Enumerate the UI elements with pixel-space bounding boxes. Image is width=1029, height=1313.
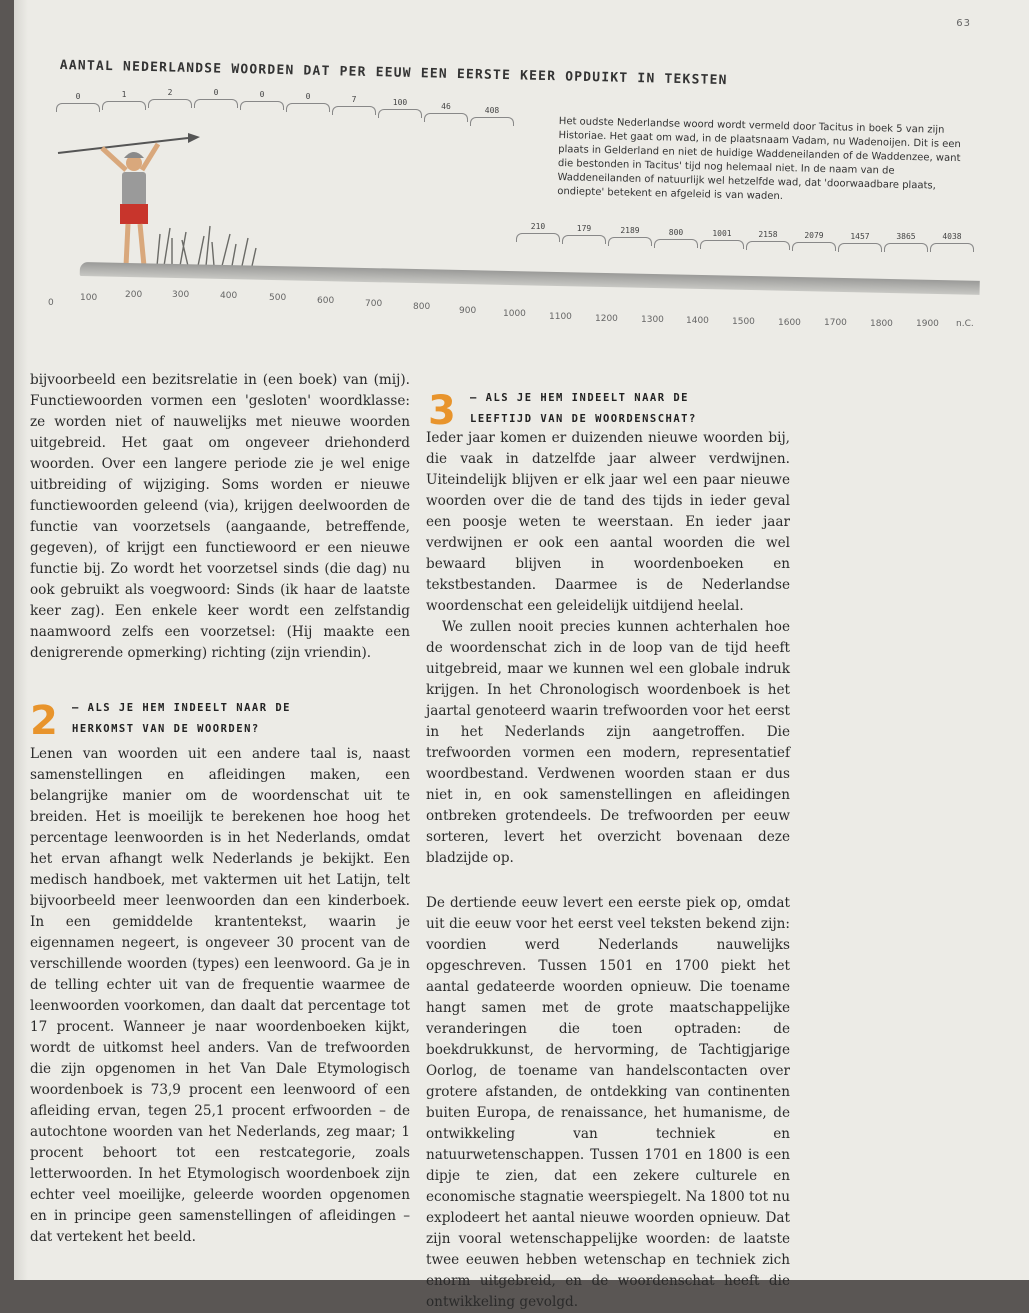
body-paragraph: De dertiende eeuw levert een eerste piek op, omdat uit die eeuw voor het eerst veel teksten bekend zijn: voordien werd Nederlands nauwelijks opgeschreven. Tussen 1501 en 1700 piekt het aantal gedateerde woorden opnieuw. Die toename hangt samen met de grote maatschappelijke veranderingen die toen optraden: de boekdrukkunst, de hervorming, de Tachtigjarige Oorlog, de toename van handelscontacten over grotere afstanden, de ontdekking van continenten buiten Europa, de renaissance, het humanisme, de ontwikkeling van techniek en natuurwetenschappen. Tussen 1701 en 1800 is een dipje te zien, dat een zekere culturele en economische stagnatie weerspiegelt. Na 1800 tot nu explodeert het aantal nieuwe woorden opnieuw. Dat zijn vooral wetenschappelijke woorden: de laatste twee eeuwen hebben wetenschap en techniek zich enorm uitgebreid, en de woordenschat heeft die ontwikkeling gevolgd. <box>426 895 790 1310</box>
axis-tick-label: 1700 <box>824 318 847 328</box>
left-column-top <box>30 370 410 664</box>
axis-tick-label: 1000 <box>503 309 526 319</box>
count-label: 0 <box>75 92 81 101</box>
grass-illustration <box>152 224 262 268</box>
count-brace <box>332 95 376 115</box>
axis-tick-label: 800 <box>413 302 431 312</box>
count-label: 1 <box>121 90 127 99</box>
axis-tick-label: 700 <box>365 299 383 309</box>
right-column <box>426 428 790 1313</box>
count-label: 0 <box>213 88 219 97</box>
book-page <box>14 0 1029 1310</box>
count-label: 2 <box>167 88 173 97</box>
axis-tick-label: 900 <box>459 306 477 316</box>
count-brace <box>746 230 790 250</box>
axis-tick-label: 1600 <box>778 318 801 328</box>
count-brace <box>378 98 422 118</box>
axis-tick-label: 200 <box>125 290 143 300</box>
axis-tick-label: 1900 <box>916 319 939 329</box>
count-label: 2079 <box>804 231 824 240</box>
axis-tick-label: 1500 <box>732 317 755 327</box>
section-3-header <box>428 388 808 432</box>
axis-tick-label: 500 <box>269 293 287 303</box>
page-number: 63 <box>956 18 971 29</box>
count-brace <box>608 226 652 246</box>
count-brace <box>562 224 606 244</box>
count-brace <box>240 90 284 110</box>
figure-caption: Het oudste Nederlandse woord wordt vermeld door Tacitus in boek 5 van zijn Historiae. Het gaat om wad, in de plaatsnaam Vadam, nu Wadenoijen. Dit is een plaats in Gelderland en niet de huidige Waddeneilanden of de Waddenzee, want die bestonden in Tacitus' tijd nog helemaal niet. In de naam van de Waddeneilanden of natuurlijk wel hetzelfde wad, dat 'doorwaadbare plaats, ondiepte' betekent en afgeleid is van waden. <box>557 115 961 203</box>
count-label: 0 <box>305 92 311 101</box>
count-label: 2189 <box>620 226 640 235</box>
count-label: 179 <box>576 224 592 233</box>
count-brace <box>654 228 698 248</box>
count-brace <box>148 88 192 108</box>
count-label: 46 <box>441 102 451 111</box>
axis-tick-label: 1200 <box>595 314 618 324</box>
figure-title: AANTAL NEDERLANDSE WOORDEN DAT PER EEUW EEN EERSTE KEER OPDUIKT IN TEKSTEN <box>59 58 728 89</box>
count-brace <box>470 106 514 126</box>
left-column-section-2 <box>30 744 410 1248</box>
count-label: 1457 <box>850 232 870 241</box>
count-brace <box>424 102 468 122</box>
axis-tick-label: 400 <box>220 291 238 301</box>
count-label: 210 <box>530 222 546 231</box>
count-label: 1001 <box>712 229 732 238</box>
axis-tick-label: n.C. <box>956 319 974 329</box>
count-brace <box>792 231 836 251</box>
count-brace <box>930 232 974 252</box>
count-label: 408 <box>484 106 500 115</box>
axis-tick-label: 100 <box>80 293 98 303</box>
section-heading: — ALS JE HEM INDEELT NAAR DE LEEFTIJD VAN DE WOORDENSCHAT? <box>470 392 697 425</box>
count-brace <box>194 88 238 108</box>
count-label: 100 <box>392 98 408 107</box>
count-brace <box>56 92 100 112</box>
count-brace <box>884 232 928 252</box>
axis-tick-label: 1100 <box>549 312 572 322</box>
axis-tick-label: 1400 <box>686 316 709 326</box>
count-label: 0 <box>259 90 265 99</box>
axis-tick-label: 0 <box>48 298 54 308</box>
count-label: 800 <box>668 228 684 237</box>
body-paragraph: bijvoorbeeld een bezitsrelatie in (een boek) van (mij). Functiewoorden vormen een 'gesloten' woordklasse: ze worden niet of nauwelijks met nieuwe woorden uitgebreid. Het gaat om ongeveer driehonderd woorden. Over een langere periode zie je wel enige uitbreiding of wijziging. Soms worden er nieuwe functiewoorden geleend (via), krijgen deelwoorden de functie van voorzetsels (aangaande, betreffende, gegeven), of krijgt een functiewoord er een nieuwe functie bij. Zo wordt het voorzetsel sinds (die dag) nu ook gebruikt als voegwoord: Sinds (ik haar de laatste keer zag). Een enkele keer wordt een zelfstandig naamwoord zelfs een voorzetsel: (Hij maakte een denigrerende opmerking) richting (zijn vriendin). <box>30 372 410 661</box>
count-label: 7 <box>351 95 357 104</box>
count-label: 3865 <box>896 232 916 241</box>
axis-tick-label: 600 <box>317 296 335 306</box>
count-label: 4038 <box>942 232 962 241</box>
axis-tick-label: 300 <box>172 290 190 300</box>
section-number: 3 <box>428 388 456 434</box>
body-paragraph: We zullen nooit precies kunnen achterhalen hoe de woordenschat zich in de loop van de tijd heeft uitgebreid, maar we kunnen wel een globale indruk krijgen. In het Chronologisch woordenboek is het jaartal genoteerd waarin trefwoorden voor het eerst in het Nederlands zijn aangetroffen. Die trefwoorden vormen een modern, representatief woordbestand. Verdwenen woorden staan er dus niet in, en ook samenstellingen en afleidingen ontbreken grotendeels. De trefwoorden per eeuw sorteren, levert het overzicht bovenaan deze bladzijde op. <box>426 619 790 866</box>
count-label: 2158 <box>758 230 778 239</box>
axis-tick-label: 1800 <box>870 319 893 329</box>
section-number: 2 <box>30 698 58 744</box>
body-paragraph: Lenen van woorden uit een andere taal is, naast samenstellingen en afleidingen maken, een belangrijke manier om de woordenschat uit te breiden. Het is moeilijk te berekenen hoe hoog het percentage leenwoorden is in het Nederlands, omdat het ervan afhangt welk Nederlands je bekijkt. Een medisch handboek, met vaktermen uit het Latijn, telt bijvoorbeeld meer leenwoorden dan een kinderboek. In een gemiddelde krantentekst, waarin je eigennamen negeert, is ongeveer 30 procent van de verschillende woorden (types) een leenwoord. Ga je in de telling echter uit van de frequentie waarmee de leenwoorden voorkomen, dan daalt dat percentage tot 17 procent. Wanneer je naar woordenboeken kijkt, wordt de uitkomst heel anders. Van de trefwoorden die zijn opgenomen in het Van Dale Etymologisch woordenboek is 73,9 procent een leenwoord of een afleiding ervan, tegen 25,1 procent erfwoorden – de autochtone woorden van het Nederlands, zeg maar; 1 procent behoort tot een restcategorie, zoals letterwoorden. In het Etymologisch woordenboek zijn echter veel moeilijke, geleerde woorden opgenomen en in principe geen samenstellingen of afleidingen – dat vertekent het beeld. <box>30 746 410 1245</box>
count-brace <box>102 90 146 110</box>
body-paragraph: Ieder jaar komen er duizenden nieuwe woorden bij, die vaak in datzelfde jaar alweer verdwijnen. Uiteindelijk blijven er elk jaar wel een paar nieuwe woorden over die de tand des tijds in ieder geval een poosje weten te weerstaan. En ieder jaar verdwijnen er ook een aantal woorden die wel bewaard blijven in woordenboeken en tekstbestanden. Daarmee is de Nederlandse woordenschat een geleidelijk uitdijend heelal. <box>426 430 790 614</box>
section-2-header <box>30 698 410 742</box>
count-brace <box>286 92 330 112</box>
count-brace <box>838 232 882 252</box>
axis-tick-label: 1300 <box>641 315 664 325</box>
count-brace <box>700 229 744 249</box>
count-brace <box>516 222 560 242</box>
section-heading: — ALS JE HEM INDEELT NAAR DE HERKOMST VAN DE WOORDEN? <box>72 702 292 735</box>
